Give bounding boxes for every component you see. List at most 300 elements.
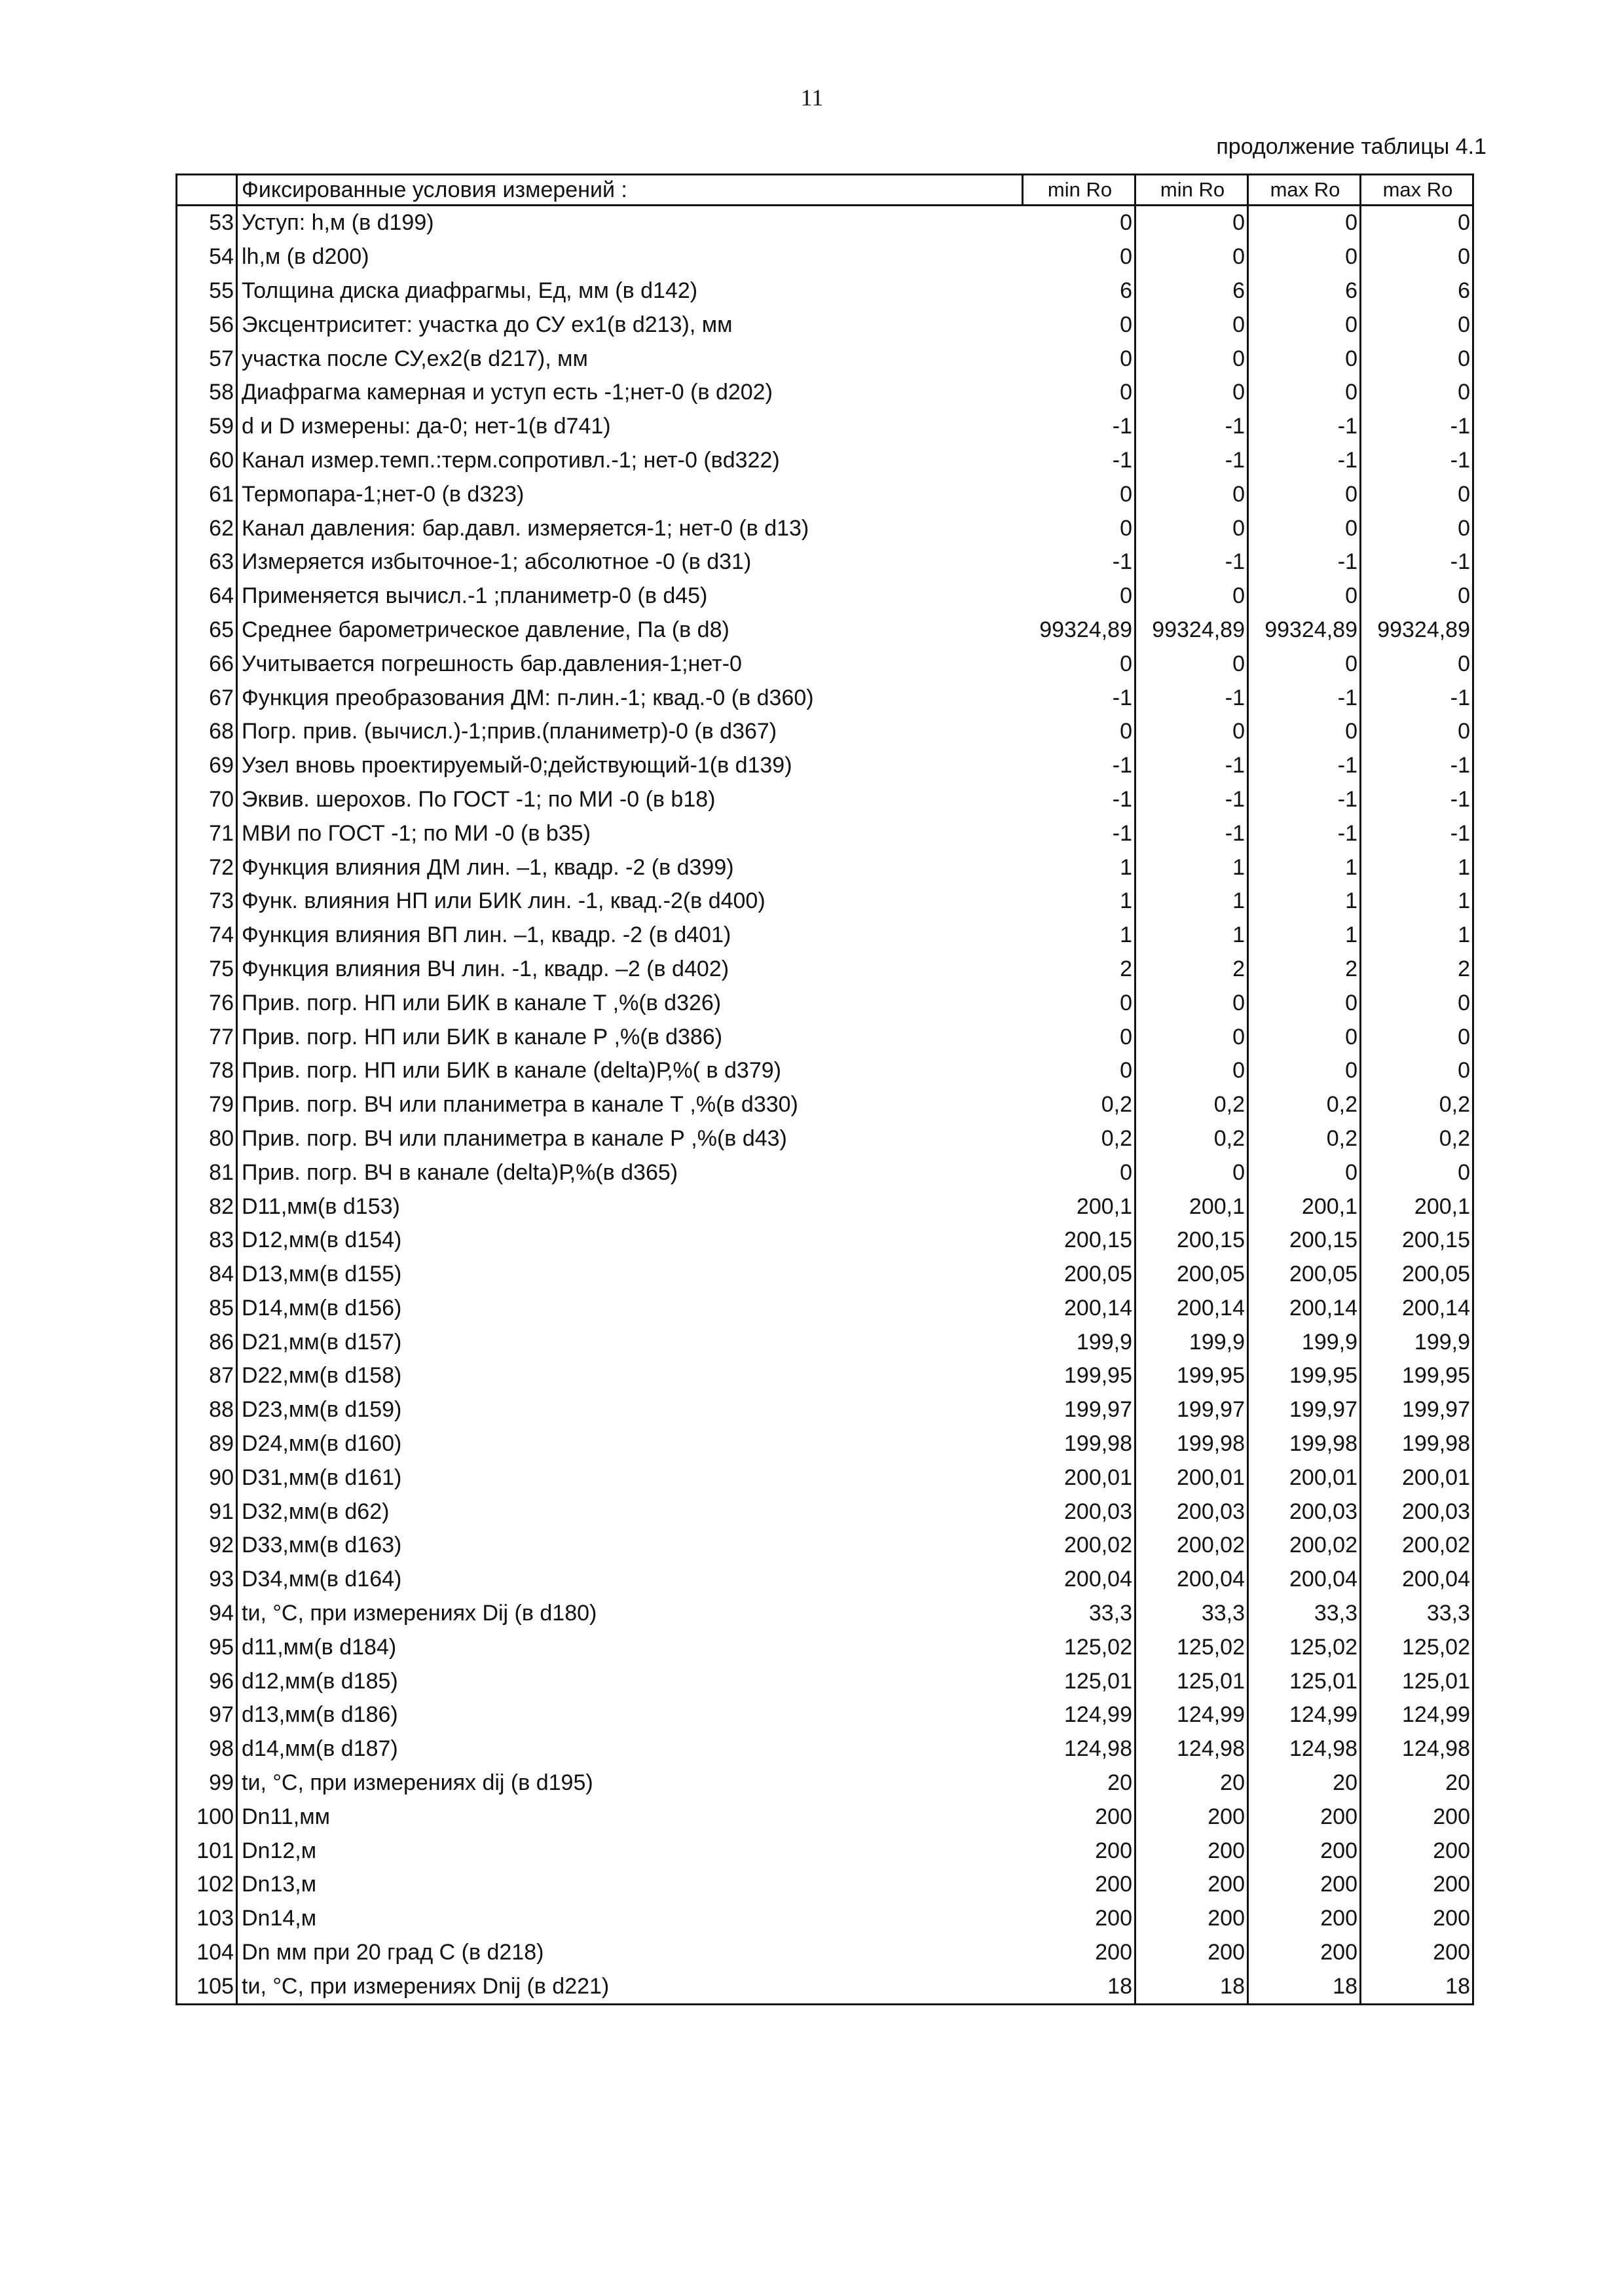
cell-value: 0 bbox=[1361, 579, 1473, 613]
cell-value: 0 bbox=[1361, 1156, 1473, 1190]
table-row bbox=[177, 1190, 1473, 1224]
cell-value: 199,98 bbox=[1023, 1427, 1135, 1461]
cell-value: 200 bbox=[1023, 1868, 1135, 1902]
cell-value: 0 bbox=[1248, 1156, 1361, 1190]
table-row bbox=[177, 1902, 1473, 1936]
cell-value: 1 bbox=[1135, 919, 1248, 953]
condition-label: D21,мм(в d157) bbox=[242, 1329, 402, 1355]
cell-value: 0 bbox=[1135, 1054, 1248, 1088]
cell-value: 0 bbox=[1023, 308, 1135, 342]
table-row bbox=[177, 1122, 1473, 1156]
cell-value: 0,2 bbox=[1135, 1122, 1248, 1156]
cell-value: 6 bbox=[1135, 274, 1248, 308]
cell-value: 200,05 bbox=[1135, 1258, 1248, 1292]
cell-value: -1 bbox=[1361, 410, 1473, 444]
row-number: 58 bbox=[177, 376, 237, 410]
cell-value: 0 bbox=[1248, 1054, 1361, 1088]
cell-value: 199,9 bbox=[1361, 1325, 1473, 1359]
cell-value: -1 bbox=[1023, 545, 1135, 579]
cell-value: 6 bbox=[1023, 274, 1135, 308]
cell-value: 0,2 bbox=[1361, 1088, 1473, 1122]
cell-value: 200 bbox=[1361, 1834, 1473, 1868]
row-number: 95 bbox=[177, 1630, 237, 1664]
cell-value: 200,1 bbox=[1135, 1190, 1248, 1224]
row-number: 86 bbox=[177, 1325, 237, 1359]
table-row bbox=[177, 1698, 1473, 1732]
condition-label: Прив. погр. ВЧ или планиметра в канале Т ,%(в d330) bbox=[242, 1092, 798, 1118]
cell-value: 200,04 bbox=[1023, 1563, 1135, 1597]
cell-value: -1 bbox=[1135, 816, 1248, 850]
condition-label: Функция влияния ДМ лин. –1, квадр. -2 (в d399) bbox=[242, 854, 734, 880]
condition-label: Эквив. шерохов. По ГОСТ -1; по МИ -0 (в b18) bbox=[242, 786, 716, 812]
cell-value: -1 bbox=[1023, 749, 1135, 783]
cell-value: 200,02 bbox=[1248, 1529, 1361, 1563]
row-number: 74 bbox=[177, 919, 237, 953]
table-row bbox=[177, 1834, 1473, 1868]
cell-value: 200 bbox=[1361, 1902, 1473, 1936]
cell-value: 1 bbox=[1135, 884, 1248, 919]
cell-value: -1 bbox=[1135, 545, 1248, 579]
table-row bbox=[177, 1529, 1473, 1563]
condition-label: D23,мм(в d159) bbox=[242, 1397, 402, 1423]
cell-value: 199,97 bbox=[1361, 1393, 1473, 1427]
row-number: 91 bbox=[177, 1495, 237, 1529]
cell-value: 18 bbox=[1023, 1969, 1135, 2004]
row-number: 96 bbox=[177, 1664, 237, 1698]
cell-value: 0 bbox=[1023, 376, 1135, 410]
cell-value: 0 bbox=[1361, 342, 1473, 376]
cell-value: 1 bbox=[1023, 850, 1135, 884]
cell-value: -1 bbox=[1361, 681, 1473, 715]
row-number: 102 bbox=[177, 1868, 237, 1902]
cell-value: -1 bbox=[1248, 749, 1361, 783]
table-body bbox=[177, 206, 1473, 2005]
cell-value: -1 bbox=[1023, 681, 1135, 715]
row-number: 57 bbox=[177, 342, 237, 376]
row-number: 85 bbox=[177, 1292, 237, 1326]
cell-value: 20 bbox=[1248, 1766, 1361, 1800]
cell-value: 0 bbox=[1248, 511, 1361, 545]
cell-value: 6 bbox=[1361, 274, 1473, 308]
condition-label: Эксцентриситет: участка до СУ ex1(в d213), мм bbox=[242, 312, 733, 337]
cell-value: -1 bbox=[1361, 783, 1473, 817]
cell-value: 0 bbox=[1023, 647, 1135, 681]
table-row bbox=[177, 1258, 1473, 1292]
cell-value: 0 bbox=[1248, 206, 1361, 240]
cell-value: 99324,89 bbox=[1135, 613, 1248, 647]
row-number: 100 bbox=[177, 1800, 237, 1834]
cell-value: 124,98 bbox=[1361, 1732, 1473, 1766]
cell-value: -1 bbox=[1023, 816, 1135, 850]
table-header-row bbox=[177, 175, 1473, 206]
cell-value: 0 bbox=[1248, 1020, 1361, 1054]
cell-value: 0 bbox=[1023, 1054, 1135, 1088]
cell-value: 0 bbox=[1135, 579, 1248, 613]
table-row bbox=[177, 884, 1473, 919]
cell-value: 0 bbox=[1248, 647, 1361, 681]
row-number: 72 bbox=[177, 850, 237, 884]
table-row bbox=[177, 1495, 1473, 1529]
cell-value: 0 bbox=[1023, 715, 1135, 749]
cell-value: 99324,89 bbox=[1361, 613, 1473, 647]
table-row bbox=[177, 342, 1473, 376]
cell-value: 200 bbox=[1248, 1834, 1361, 1868]
row-number: 67 bbox=[177, 681, 237, 715]
cell-value: 124,99 bbox=[1023, 1698, 1135, 1732]
condition-label: Dn мм при 20 град С (в d218) bbox=[242, 1940, 544, 1965]
table-row bbox=[177, 545, 1473, 579]
condition-label: D12,мм(в d154) bbox=[242, 1228, 402, 1253]
cell-value: -1 bbox=[1135, 749, 1248, 783]
condition-label: tи, °С, при измерениях Dnij (в d221) bbox=[237, 1969, 1023, 2004]
cell-value: 200,04 bbox=[1248, 1563, 1361, 1597]
cell-value: -1 bbox=[1361, 749, 1473, 783]
cell-value: 125,01 bbox=[1023, 1664, 1135, 1698]
condition-label: Прив. погр. НП или БИК в канале Т ,%(в d326) bbox=[242, 990, 722, 1015]
row-number: 104 bbox=[177, 1936, 237, 1970]
table-row bbox=[177, 1800, 1473, 1834]
cell-value: 0,2 bbox=[1248, 1088, 1361, 1122]
cell-value: 199,95 bbox=[1248, 1359, 1361, 1393]
condition-label: tи, °С, при измерениях Dij (в d180) bbox=[242, 1601, 597, 1626]
cell-value: 200,05 bbox=[1023, 1258, 1135, 1292]
table-row bbox=[177, 613, 1473, 647]
table-row bbox=[177, 850, 1473, 884]
condition-label: d14,мм(в d187) bbox=[242, 1736, 398, 1762]
table-row bbox=[177, 376, 1473, 410]
cell-value: 0 bbox=[1361, 477, 1473, 511]
cell-value: 200,03 bbox=[1135, 1495, 1248, 1529]
cell-value: 199,98 bbox=[1135, 1427, 1248, 1461]
cell-value: 33,3 bbox=[1248, 1597, 1361, 1631]
column-header: max Ro bbox=[1361, 175, 1473, 206]
cell-value: 200 bbox=[1361, 1868, 1473, 1902]
cell-value: 0 bbox=[1361, 1054, 1473, 1088]
table-continuation-caption: продолжение таблицы 4.1 bbox=[1216, 134, 1486, 159]
cell-value: 124,98 bbox=[1135, 1732, 1248, 1766]
cell-value: 200,03 bbox=[1023, 1495, 1135, 1529]
table-row bbox=[177, 986, 1473, 1020]
condition-label: МВИ по ГОСТ -1; по МИ -0 (в b35) bbox=[242, 820, 591, 846]
cell-value: 0 bbox=[1248, 986, 1361, 1020]
row-number: 64 bbox=[177, 579, 237, 613]
cell-value: 99324,89 bbox=[1248, 613, 1361, 647]
row-number: 53 bbox=[177, 206, 237, 240]
row-number: 81 bbox=[177, 1156, 237, 1190]
cell-value: 0,2 bbox=[1023, 1088, 1135, 1122]
table-row bbox=[177, 1020, 1473, 1054]
cell-value: -1 bbox=[1361, 816, 1473, 850]
cell-value: 0 bbox=[1135, 715, 1248, 749]
cell-value: -1 bbox=[1248, 816, 1361, 850]
cell-value: 200 bbox=[1023, 1800, 1135, 1834]
table-row bbox=[177, 511, 1473, 545]
cell-value: 0 bbox=[1135, 1156, 1248, 1190]
table-row bbox=[177, 1597, 1473, 1631]
cell-value: 2 bbox=[1248, 953, 1361, 987]
cell-value: 200 bbox=[1248, 1800, 1361, 1834]
table-row bbox=[177, 308, 1473, 342]
cell-value: 200 bbox=[1135, 1834, 1248, 1868]
cell-value: 199,9 bbox=[1135, 1325, 1248, 1359]
condition-label: tи, °С, при измерениях dij (в d195) bbox=[242, 1770, 593, 1796]
cell-value: 199,97 bbox=[1135, 1393, 1248, 1427]
cell-value: 125,02 bbox=[1023, 1630, 1135, 1664]
row-number: 76 bbox=[177, 986, 237, 1020]
cell-value: 0 bbox=[1023, 206, 1135, 240]
cell-value: -1 bbox=[1135, 681, 1248, 715]
table-row bbox=[177, 1088, 1473, 1122]
cell-value: 0 bbox=[1248, 240, 1361, 274]
row-number: 66 bbox=[177, 647, 237, 681]
cell-value: 0 bbox=[1248, 376, 1361, 410]
cell-value: 2 bbox=[1361, 953, 1473, 987]
cell-value: 0 bbox=[1023, 1156, 1135, 1190]
table-row bbox=[177, 274, 1473, 308]
cell-value: 200,05 bbox=[1248, 1258, 1361, 1292]
column-header: min Ro bbox=[1135, 175, 1248, 206]
condition-label: Dn14,м bbox=[242, 1906, 317, 1931]
cell-value: 200,14 bbox=[1361, 1292, 1473, 1326]
row-number: 55 bbox=[177, 274, 237, 308]
condition-label: участка после СУ,ex2(в d217), мм bbox=[242, 346, 588, 371]
row-number: 92 bbox=[177, 1529, 237, 1563]
table-row bbox=[177, 206, 1473, 240]
measurement-conditions-table bbox=[175, 173, 1474, 2005]
cell-value: 0,2 bbox=[1248, 1122, 1361, 1156]
row-number: 78 bbox=[177, 1054, 237, 1088]
cell-value: 124,99 bbox=[1248, 1698, 1361, 1732]
cell-value: -1 bbox=[1248, 444, 1361, 478]
condition-label: Функ. влияния НП или БИК лин. -1, квад.-2(в d400) bbox=[242, 888, 766, 914]
condition-label: Прив. погр. НП или БИК в канале Р ,%(в d386) bbox=[242, 1024, 723, 1049]
row-number: 79 bbox=[177, 1088, 237, 1122]
cell-value: 0 bbox=[1135, 240, 1248, 274]
cell-value: 199,97 bbox=[1023, 1393, 1135, 1427]
condition-label: Применяется вычисл.-1 ;планиметр-0 (в d45) bbox=[242, 583, 708, 609]
cell-value: 125,01 bbox=[1135, 1664, 1248, 1698]
cell-value: 200 bbox=[1248, 1936, 1361, 1970]
condition-label: d и D измерены: да-0; нет-1(в d741) bbox=[242, 414, 611, 439]
cell-value: 1 bbox=[1361, 884, 1473, 919]
row-number: 98 bbox=[177, 1732, 237, 1766]
conditions-header: Фиксированные условия измерений : bbox=[237, 175, 1023, 206]
row-number: 59 bbox=[177, 410, 237, 444]
cell-value: 1 bbox=[1361, 850, 1473, 884]
cell-value: 1 bbox=[1135, 850, 1248, 884]
cell-value: 200,15 bbox=[1248, 1224, 1361, 1258]
table-row bbox=[177, 1630, 1473, 1664]
cell-value: 200 bbox=[1135, 1936, 1248, 1970]
cell-value: 199,97 bbox=[1248, 1393, 1361, 1427]
cell-value: 200,05 bbox=[1361, 1258, 1473, 1292]
cell-value: 0 bbox=[1361, 986, 1473, 1020]
cell-value: 18 bbox=[1135, 1969, 1248, 2004]
table-row bbox=[177, 816, 1473, 850]
cell-value: 124,99 bbox=[1361, 1698, 1473, 1732]
row-number: 90 bbox=[177, 1461, 237, 1495]
row-number: 83 bbox=[177, 1224, 237, 1258]
condition-label: Функция преобразования ДМ: п-лин.-1; квад.-0 (в d360) bbox=[242, 685, 814, 710]
cell-value: 125,02 bbox=[1361, 1630, 1473, 1664]
row-number-header bbox=[177, 175, 237, 206]
cell-value: 1 bbox=[1248, 884, 1361, 919]
cell-value: 200,1 bbox=[1248, 1190, 1361, 1224]
cell-value: 124,98 bbox=[1248, 1732, 1361, 1766]
cell-value: 200,01 bbox=[1248, 1461, 1361, 1495]
row-number: 89 bbox=[177, 1427, 237, 1461]
table-row bbox=[177, 444, 1473, 478]
cell-value: 0 bbox=[1135, 477, 1248, 511]
condition-label: Функция влияния ВЧ лин. -1, квадр. –2 (в d402) bbox=[242, 956, 729, 981]
cell-value: 200,15 bbox=[1361, 1224, 1473, 1258]
cell-value: -1 bbox=[1361, 545, 1473, 579]
condition-label: Среднее барометрическое давление, Па (в d8) bbox=[242, 617, 729, 642]
cell-value: 20 bbox=[1361, 1766, 1473, 1800]
table-row bbox=[177, 240, 1473, 274]
table-row bbox=[177, 579, 1473, 613]
condition-label: Учитывается погрешность бар.давления-1;нет-0 bbox=[242, 651, 742, 676]
cell-value: 200,04 bbox=[1135, 1563, 1248, 1597]
row-number: 61 bbox=[177, 477, 237, 511]
condition-label: d11,мм(в d184) bbox=[242, 1634, 397, 1660]
cell-value: 125,02 bbox=[1248, 1630, 1361, 1664]
cell-value: 200,02 bbox=[1135, 1529, 1248, 1563]
condition-label: D33,мм(в d163) bbox=[242, 1533, 402, 1558]
cell-value: 0 bbox=[1248, 579, 1361, 613]
condition-label: d13,мм(в d186) bbox=[242, 1702, 398, 1728]
condition-label: D22,мм(в d158) bbox=[242, 1363, 402, 1389]
cell-value: 200,14 bbox=[1135, 1292, 1248, 1326]
cell-value: 0 bbox=[1361, 206, 1473, 240]
row-number: 84 bbox=[177, 1258, 237, 1292]
condition-label: Функция влияния ВП лин. –1, квадр. -2 (в d401) bbox=[242, 922, 731, 948]
condition-label: Толщина диска диафрагмы, Ед, мм (в d142) bbox=[242, 278, 698, 303]
cell-value: 0 bbox=[1248, 308, 1361, 342]
condition-label: D24,мм(в d160) bbox=[242, 1431, 402, 1457]
cell-value: 125,02 bbox=[1135, 1630, 1248, 1664]
cell-value: 199,9 bbox=[1248, 1325, 1361, 1359]
cell-value: 200,02 bbox=[1361, 1529, 1473, 1563]
cell-value: 0 bbox=[1023, 1020, 1135, 1054]
row-number: 87 bbox=[177, 1359, 237, 1393]
condition-label: Канал давления: бар.давл. измеряется-1; нет-0 (в d13) bbox=[242, 515, 809, 541]
condition-label: Канал измер.темп.:терм.сопротивл.-1; нет-0 (вd322) bbox=[242, 447, 780, 473]
condition-label: d12,мм(в d185) bbox=[242, 1668, 398, 1694]
cell-value: 0 bbox=[1361, 715, 1473, 749]
cell-value: 0 bbox=[1023, 477, 1135, 511]
cell-value: 199,98 bbox=[1248, 1427, 1361, 1461]
cell-value: -1 bbox=[1023, 444, 1135, 478]
cell-value: -1 bbox=[1361, 444, 1473, 478]
condition-label: D14,мм(в d156) bbox=[242, 1295, 402, 1321]
cell-value: 20 bbox=[1135, 1766, 1248, 1800]
cell-value: 0 bbox=[1135, 206, 1248, 240]
cell-value: 200,01 bbox=[1023, 1461, 1135, 1495]
cell-value: 200 bbox=[1248, 1902, 1361, 1936]
cell-value: 200 bbox=[1023, 1834, 1135, 1868]
cell-value: 200 bbox=[1248, 1868, 1361, 1902]
cell-value: 200 bbox=[1135, 1868, 1248, 1902]
row-number: 68 bbox=[177, 715, 237, 749]
cell-value: 18 bbox=[1248, 1969, 1361, 2004]
cell-value: 0 bbox=[1023, 986, 1135, 1020]
table-row bbox=[177, 1936, 1473, 1970]
condition-label: Прив. погр. ВЧ в канале (delta)Р,%(в d365) bbox=[242, 1159, 678, 1185]
cell-value: 200,03 bbox=[1248, 1495, 1361, 1529]
cell-value: 0 bbox=[1135, 376, 1248, 410]
condition-label: Узел вновь проектируемый-0;действующий-1(в d139) bbox=[242, 753, 792, 778]
table-row bbox=[177, 715, 1473, 749]
table-row bbox=[177, 1054, 1473, 1088]
cell-value: 200 bbox=[1023, 1902, 1135, 1936]
cell-value: 125,01 bbox=[1248, 1664, 1361, 1698]
cell-value: 200,03 bbox=[1361, 1495, 1473, 1529]
page-number: 11 bbox=[800, 84, 824, 111]
cell-value: -1 bbox=[1248, 681, 1361, 715]
cell-value: 0 bbox=[1248, 715, 1361, 749]
cell-value: 124,98 bbox=[1023, 1732, 1135, 1766]
table-row bbox=[177, 1427, 1473, 1461]
cell-value: 0,2 bbox=[1135, 1088, 1248, 1122]
cell-value: 1 bbox=[1248, 919, 1361, 953]
condition-label: D11,мм(в d153) bbox=[242, 1194, 400, 1219]
cell-value: 0 bbox=[1135, 308, 1248, 342]
cell-value: 0 bbox=[1135, 986, 1248, 1020]
table-row bbox=[177, 1766, 1473, 1800]
column-header: min Ro bbox=[1023, 175, 1135, 206]
row-number: 63 bbox=[177, 545, 237, 579]
row-number: 60 bbox=[177, 444, 237, 478]
cell-value: 199,95 bbox=[1361, 1359, 1473, 1393]
cell-value: 33,3 bbox=[1361, 1597, 1473, 1631]
condition-label: Прив. погр. НП или БИК в канале (delta)Р,%( в d379) bbox=[242, 1058, 781, 1084]
cell-value: 200,14 bbox=[1248, 1292, 1361, 1326]
table-row bbox=[177, 1461, 1473, 1495]
cell-value: 200,15 bbox=[1023, 1224, 1135, 1258]
table-row bbox=[177, 1868, 1473, 1902]
cell-value: 2 bbox=[1135, 953, 1248, 987]
row-number: 54 bbox=[177, 240, 237, 274]
cell-value: 6 bbox=[1248, 274, 1361, 308]
cell-value: -1 bbox=[1248, 410, 1361, 444]
condition-label: D13,мм(в d155) bbox=[242, 1262, 402, 1287]
row-number: 70 bbox=[177, 783, 237, 817]
cell-value: 18 bbox=[1361, 1969, 1473, 2004]
cell-value: 2 bbox=[1023, 953, 1135, 987]
cell-value: -1 bbox=[1135, 783, 1248, 817]
cell-value: 1 bbox=[1023, 884, 1135, 919]
cell-value: 200 bbox=[1023, 1936, 1135, 1970]
condition-label: Dn13,м bbox=[242, 1872, 317, 1897]
row-number: 94 bbox=[177, 1597, 237, 1631]
cell-value: 0,2 bbox=[1023, 1122, 1135, 1156]
cell-value: 199,98 bbox=[1361, 1427, 1473, 1461]
table-row bbox=[177, 681, 1473, 715]
cell-value: 1 bbox=[1248, 850, 1361, 884]
cell-value: 1 bbox=[1361, 919, 1473, 953]
table-row bbox=[177, 1359, 1473, 1393]
table-row bbox=[177, 919, 1473, 953]
cell-value: 0 bbox=[1023, 240, 1135, 274]
cell-value: 200 bbox=[1135, 1800, 1248, 1834]
row-number: 75 bbox=[177, 953, 237, 987]
table-row bbox=[177, 953, 1473, 987]
cell-value: 125,01 bbox=[1361, 1664, 1473, 1698]
table-row bbox=[177, 783, 1473, 817]
cell-value: 200,15 bbox=[1135, 1224, 1248, 1258]
cell-value: 199,9 bbox=[1023, 1325, 1135, 1359]
